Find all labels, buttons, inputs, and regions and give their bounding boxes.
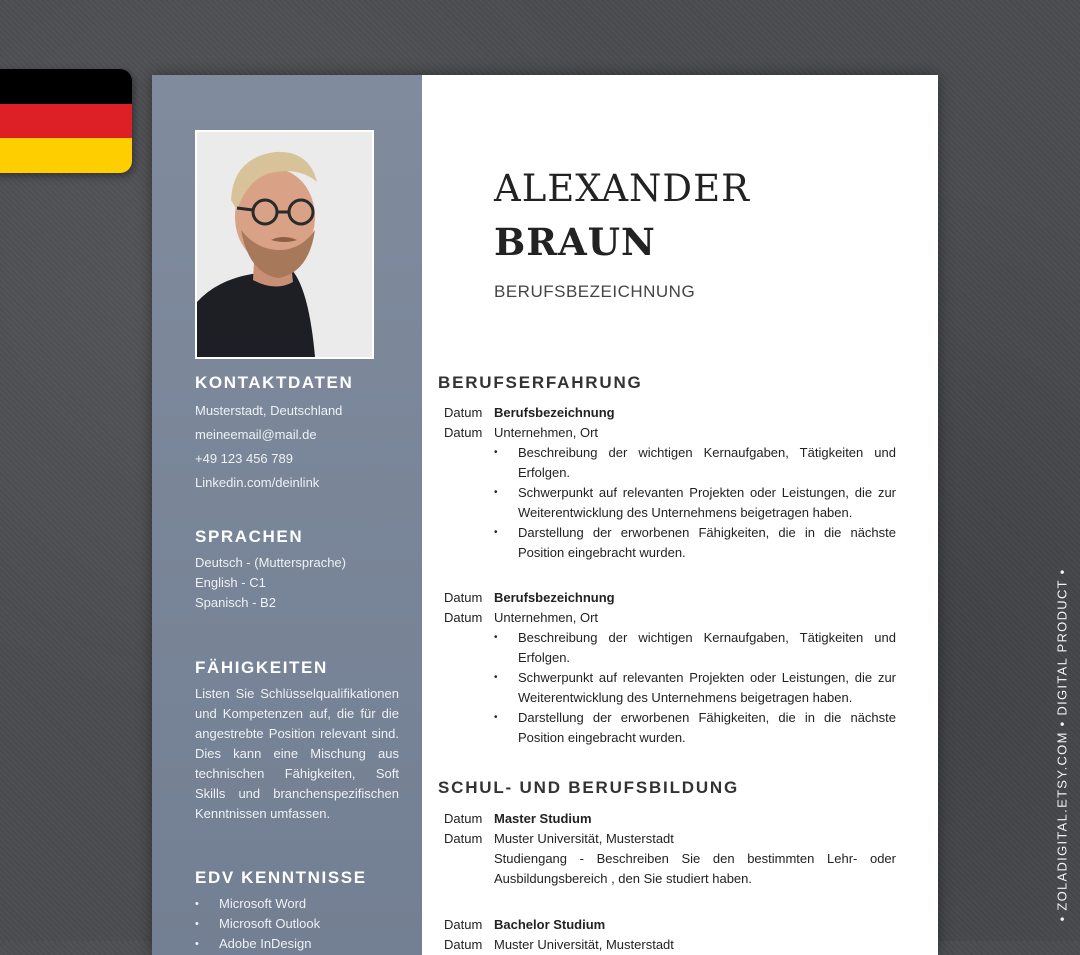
entry-date: Datum xyxy=(444,937,483,952)
entry-title: Berufsbezeichnung xyxy=(494,405,615,420)
contact-phone: +49 123 456 789 xyxy=(195,451,293,466)
entry-date: Datum xyxy=(444,590,483,605)
language-item: English - C1 xyxy=(195,575,266,590)
education-entry xyxy=(444,915,896,955)
contact-linkedin: Linkedin.com/deinlink xyxy=(195,475,320,490)
entry-bullet: • Beschreibung der wichtigen Kernaufgaben, Tätigkeiten und Erfolgen. xyxy=(518,628,896,668)
edv-item: • Microsoft Outlook xyxy=(195,914,399,934)
profile-photo xyxy=(195,130,374,359)
entry-bullet: • Beschreibung der wichtigen Kernaufgaben, Tätigkeiten und Erfolgen. xyxy=(518,443,896,483)
watermark-text: • ZOLADIGITAL.ETSY.COM • DIGITAL PRODUCT • xyxy=(1054,568,1070,922)
languages-heading: SPRACHEN xyxy=(195,527,304,546)
entry-date: Datum xyxy=(444,831,483,846)
entry-date: Datum xyxy=(444,425,483,440)
entry-company: Unternehmen, Ort xyxy=(494,610,599,625)
education-heading: SCHUL- UND BERUFSBILDUNG xyxy=(438,778,740,797)
skills-text: Listen Sie Schlüsselqualifikationen und Kompetenzen auf, die für die angestrebte Position relevant sind. Dies kann eine Mischung aus technischen Fähigkeiten, Soft Skills und branchenspezifischen Kenntnissen umfassen. xyxy=(195,686,399,821)
job-title: BERUFSBEZEICHNUNG xyxy=(494,282,696,301)
experience-entry xyxy=(444,588,896,748)
resume-main xyxy=(422,75,938,955)
flag-stripe-gold xyxy=(0,138,132,173)
flag-stripe-black xyxy=(0,69,132,104)
entry-title: Master Studium xyxy=(494,811,592,826)
edv-section xyxy=(195,868,399,954)
languages-section xyxy=(195,527,399,613)
edv-item: • Microsoft Word xyxy=(195,894,399,914)
language-item: Deutsch - (Muttersprache) xyxy=(195,555,346,570)
skills-section xyxy=(195,658,399,824)
entry-date: Datum xyxy=(444,811,483,826)
education-entry xyxy=(444,809,896,889)
entry-school: Muster Universität, Musterstadt xyxy=(494,937,674,952)
entry-date: Datum xyxy=(444,917,483,932)
entry-bullet: • Darstellung der erworbenen Fähigkeiten, die in die nächste Position eingebracht wurden. xyxy=(518,523,896,563)
contact-heading: KONTAKTDATEN xyxy=(195,373,354,392)
entry-title: Bachelor Studium xyxy=(494,917,606,932)
watermark-vertical xyxy=(1042,565,1080,925)
skills-heading: FÄHIGKEITEN xyxy=(195,658,328,677)
resume-page xyxy=(152,75,938,955)
entry-bullet: • Schwerpunkt auf relevanten Projekten oder Leistungen, die zur Weiterentwicklung des Unternehmens beigetragen haben. xyxy=(518,483,896,523)
experience-heading: BERUFSERFAHRUNG xyxy=(438,373,643,392)
language-item: Spanisch - B2 xyxy=(195,595,276,610)
entry-date: Datum xyxy=(444,405,483,420)
entry-school: Muster Universität, Musterstadt xyxy=(494,831,674,846)
contact-section xyxy=(195,373,399,495)
german-flag xyxy=(0,69,132,173)
last-name: BRAUN xyxy=(494,220,656,264)
portrait-illustration xyxy=(197,132,372,357)
edv-heading: EDV KENNTNISSE xyxy=(195,868,367,887)
entry-date: Datum xyxy=(444,610,483,625)
first-name: ALEXANDER xyxy=(494,167,750,210)
resume-sidebar xyxy=(152,75,422,955)
entry-bullet: • Darstellung der erworbenen Fähigkeiten, die in die nächste Position eingebracht wurden. xyxy=(518,708,896,748)
contact-email: meineemail@mail.de xyxy=(195,427,317,442)
entry-bullet: • Schwerpunkt auf relevanten Projekten oder Leistungen, die zur Weiterentwicklung des Unternehmens beigetragen haben. xyxy=(518,668,896,708)
flag-stripe-red xyxy=(0,104,132,139)
contact-address: Musterstadt, Deutschland xyxy=(195,403,343,418)
edv-item: • Adobe InDesign xyxy=(195,934,399,954)
entry-description: Studiengang - Beschreiben Sie den bestimmten Lehr- oder Ausbildungsbereich , den Sie studiert haben. xyxy=(494,851,896,886)
entry-title: Berufsbezeichnung xyxy=(494,590,615,605)
experience-entry xyxy=(444,403,896,563)
entry-company: Unternehmen, Ort xyxy=(494,425,599,440)
